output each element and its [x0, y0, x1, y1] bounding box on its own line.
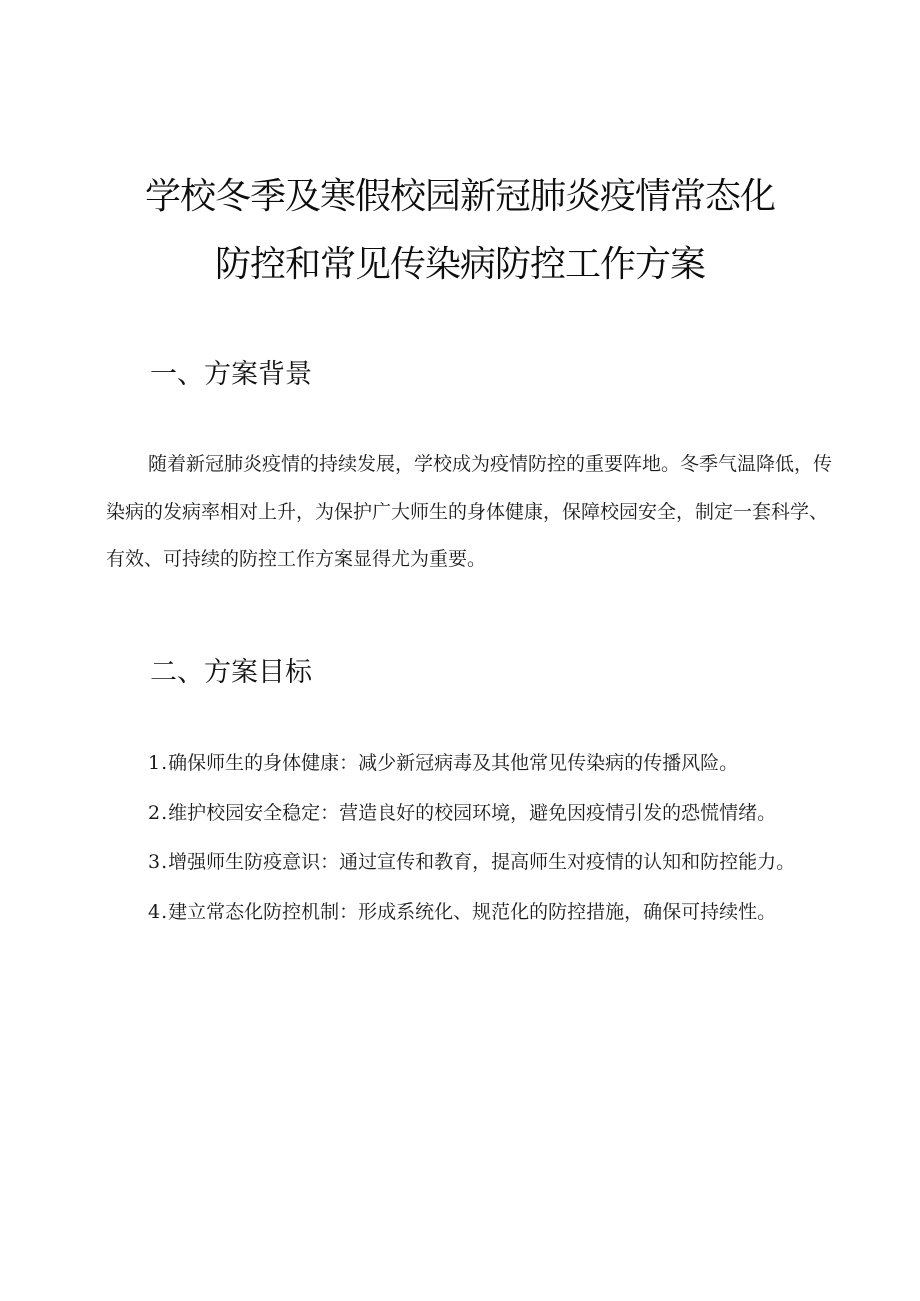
goal-number: 3. — [148, 851, 169, 873]
section-heading-background: 一、方案背景 — [150, 359, 312, 390]
list-item — [106, 839, 846, 887]
list-item — [106, 790, 846, 838]
goals-list — [106, 740, 846, 938]
document-title-line-1: 学校冬季及寒假校园新冠肺炎疫情常态化 — [144, 176, 775, 217]
goal-number: 1. — [148, 752, 169, 774]
goal-text: 维护校园安全稳定：营造良好的校园环境，避免因疫情引发的恐慌情绪。 — [168, 801, 777, 824]
goal-number: 2. — [148, 801, 169, 824]
background-paragraph: 随着新冠肺炎疫情的持续发展，学校成为疫情防控的重要阵地。冬季气温降低，传染病的发病率相对上升，为保护广大师生的身体健康，保障校园安全，制定一套科学、有效、可持续的防控工作方案显得尤为重要。 — [106, 453, 833, 570]
goal-number: 4. — [148, 900, 169, 923]
list-item — [106, 889, 846, 937]
goal-text: 建立常态化防控机制：形成系统化、规范化的防控措施，确保可持续性。 — [168, 900, 777, 923]
document-title-line-2: 防控和常见传染病防控工作方案 — [214, 244, 705, 285]
section-heading-goals: 二、方案目标 — [150, 657, 312, 688]
goal-text: 确保师生的身体健康：减少新冠病毒及其他常见传染病的传播风险。 — [168, 752, 739, 774]
list-item — [106, 740, 846, 788]
goal-text: 增强师生防疫意识：通过宣传和教育，提高师生对疫情的认知和防控能力。 — [168, 851, 796, 873]
